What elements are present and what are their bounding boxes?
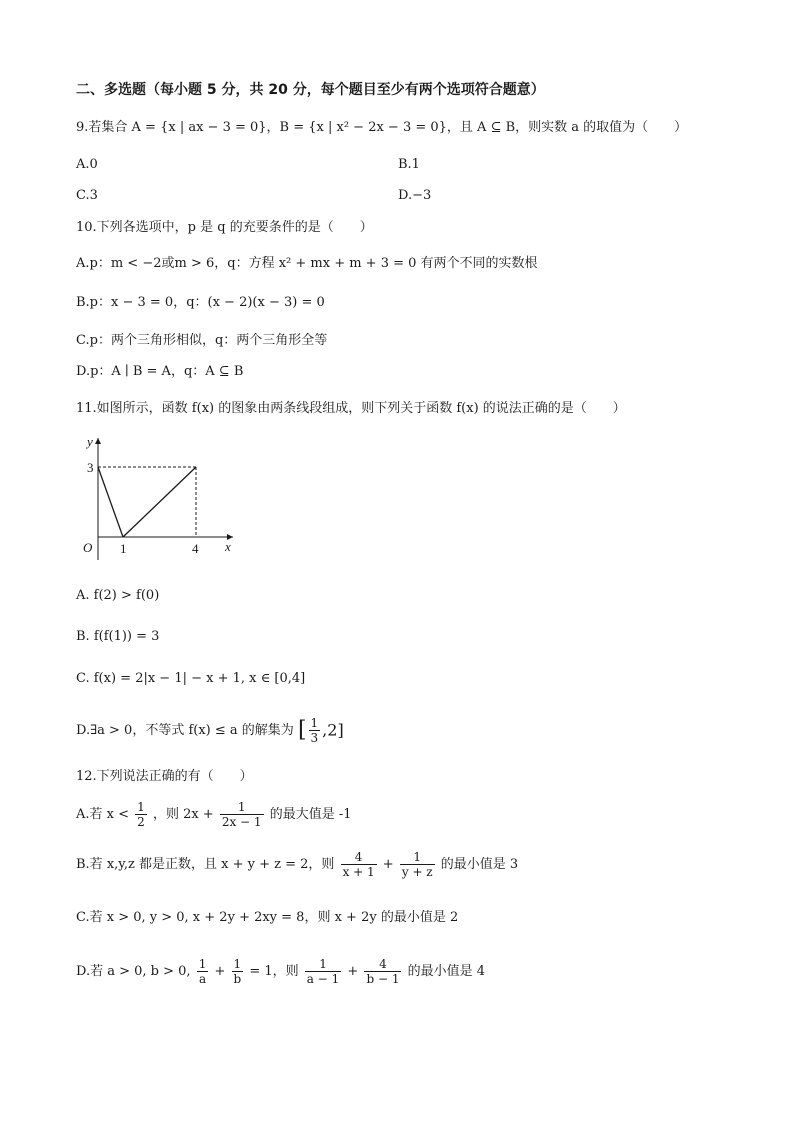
q12d-frac1-den: a — [198, 972, 207, 986]
q12d-eq: = 1，则 — [249, 964, 299, 979]
q9-option-d: D.−3 — [398, 188, 432, 203]
tick-label-x4: 4 — [192, 541, 199, 556]
q12d-frac3 — [305, 957, 341, 986]
segment-2 — [123, 467, 196, 537]
q12d-frac1-num: 1 — [198, 957, 207, 971]
q12a-frac2-num: 1 — [220, 800, 264, 815]
tick-label-y3: 3 — [87, 460, 94, 475]
q9-option-b: B.1 — [398, 157, 420, 172]
q9-option-c: C.3 — [76, 188, 98, 203]
x-label: x — [225, 539, 231, 554]
q10-option-b: B.p：x − 3 = 0，q：(x − 2)(x − 3) = 0 — [76, 295, 325, 310]
interval-right: ,2] — [322, 720, 344, 740]
q12d-frac3-den: a − 1 — [306, 972, 340, 986]
q12d-frac2-den: b — [233, 972, 242, 986]
q12b-mid: + — [382, 857, 394, 872]
q10-option-a: A.p：m < −2或m > 6，q：方程 x² + mx + m + 3 = 0 有两个不同的实数根 — [76, 256, 538, 271]
fraction-numerator: 1 — [310, 716, 319, 730]
q12d-pre: D.若 a > 0, b > 0, — [76, 964, 191, 979]
section-title: 二、多选题（每小题 5 分，共 20 分，每个题目至少有两个选项符合题意） — [76, 82, 545, 98]
q12a-pre: A.若 x < — [76, 807, 130, 822]
question-10-stem: 10.下列各选项中，p 是 q 的充要条件的是（ ） — [76, 220, 373, 235]
question-12-stem: 12.下列说法正确的有（ ） — [76, 769, 253, 784]
q12d-frac4-num: 4 — [364, 957, 401, 972]
interval-left-bracket: [ — [297, 717, 307, 743]
q9-option-a: A.0 — [76, 157, 98, 172]
q12d-plus: + — [214, 964, 226, 979]
question-11-stem: 11.如图所示，函数 f(x) 的图象由两条线段组成，则下列关于函数 f(x) 的说法正确的是（ ） — [76, 401, 626, 416]
q12b-frac1-num: 4 — [341, 850, 377, 865]
q12a-frac1 — [135, 800, 147, 829]
y-axis-arrow-icon — [95, 438, 101, 444]
q12d-frac1 — [197, 957, 209, 986]
q12a-frac2 — [220, 800, 264, 829]
q12a-frac1-den: 2 — [137, 815, 145, 829]
q12-option-d — [76, 957, 485, 986]
q12b-post: 的最小值是 3 — [440, 857, 519, 872]
q12d-post: 的最小值是 4 — [407, 964, 486, 979]
q10-option-d: D.p：A ∣ B = A，q：A ⊆ B — [76, 364, 244, 379]
q12d-frac3-num: 1 — [305, 957, 341, 972]
q12d-frac2-num: 1 — [232, 957, 244, 972]
q12a-mid: ，则 2x + — [152, 807, 214, 822]
q10-option-c: C.p：两个三角形相似，q：两个三角形全等 — [76, 333, 328, 348]
origin-label: O — [83, 540, 93, 555]
q11-option-b: B. f(f(1)) = 3 — [76, 629, 160, 644]
fraction-denominator: 3 — [310, 731, 319, 745]
q12a-frac2-den: 2x − 1 — [221, 815, 262, 829]
q12b-frac1 — [341, 850, 377, 879]
question-9-stem: 9.若集合 A = {x | ax − 3 = 0}，B = {x | x² − 2x − 3 = 0}，且 A ⊆ B，则实数 a 的取值为（ ） — [76, 120, 688, 135]
q12d-frac4 — [364, 957, 401, 986]
q12d-frac4-den: b − 1 — [366, 972, 400, 986]
q12b-pre: B.若 x,y,z 都是正数，且 x + y + z = 2，则 — [76, 857, 335, 872]
q12d-plus2: + — [347, 964, 359, 979]
tick-label-x1: 1 — [120, 541, 127, 556]
q12a-post: 的最大值是 -1 — [269, 807, 352, 822]
q11-option-a: A. f(2) > f(0) — [76, 588, 160, 603]
q12-option-c: C.若 x > 0, y > 0, x + 2y + 2xy = 8，则 x + 2y 的最小值是 2 — [76, 910, 459, 925]
q11-option-d-text: D.∃a > 0，不等式 f(x) ≤ a 的解集为 — [76, 723, 294, 738]
q12a-frac1-num: 1 — [137, 800, 145, 814]
q12d-frac2 — [232, 957, 244, 986]
q12b-frac2-den: y + z — [401, 865, 433, 879]
q12b-frac2-num: 1 — [400, 850, 435, 865]
interval-fraction — [309, 716, 321, 745]
q12-option-b — [76, 850, 518, 879]
segment-1 — [98, 467, 123, 537]
y-label: y — [87, 434, 93, 449]
q12-option-a — [76, 800, 352, 829]
q12b-frac1-den: x + 1 — [342, 865, 375, 879]
q11-option-d — [76, 716, 344, 745]
q11-option-c: C. f(x) = 2|x − 1| − x + 1, x ∈ [0,4] — [76, 671, 306, 686]
q12b-frac2 — [400, 850, 435, 879]
function-graph — [78, 432, 238, 567]
